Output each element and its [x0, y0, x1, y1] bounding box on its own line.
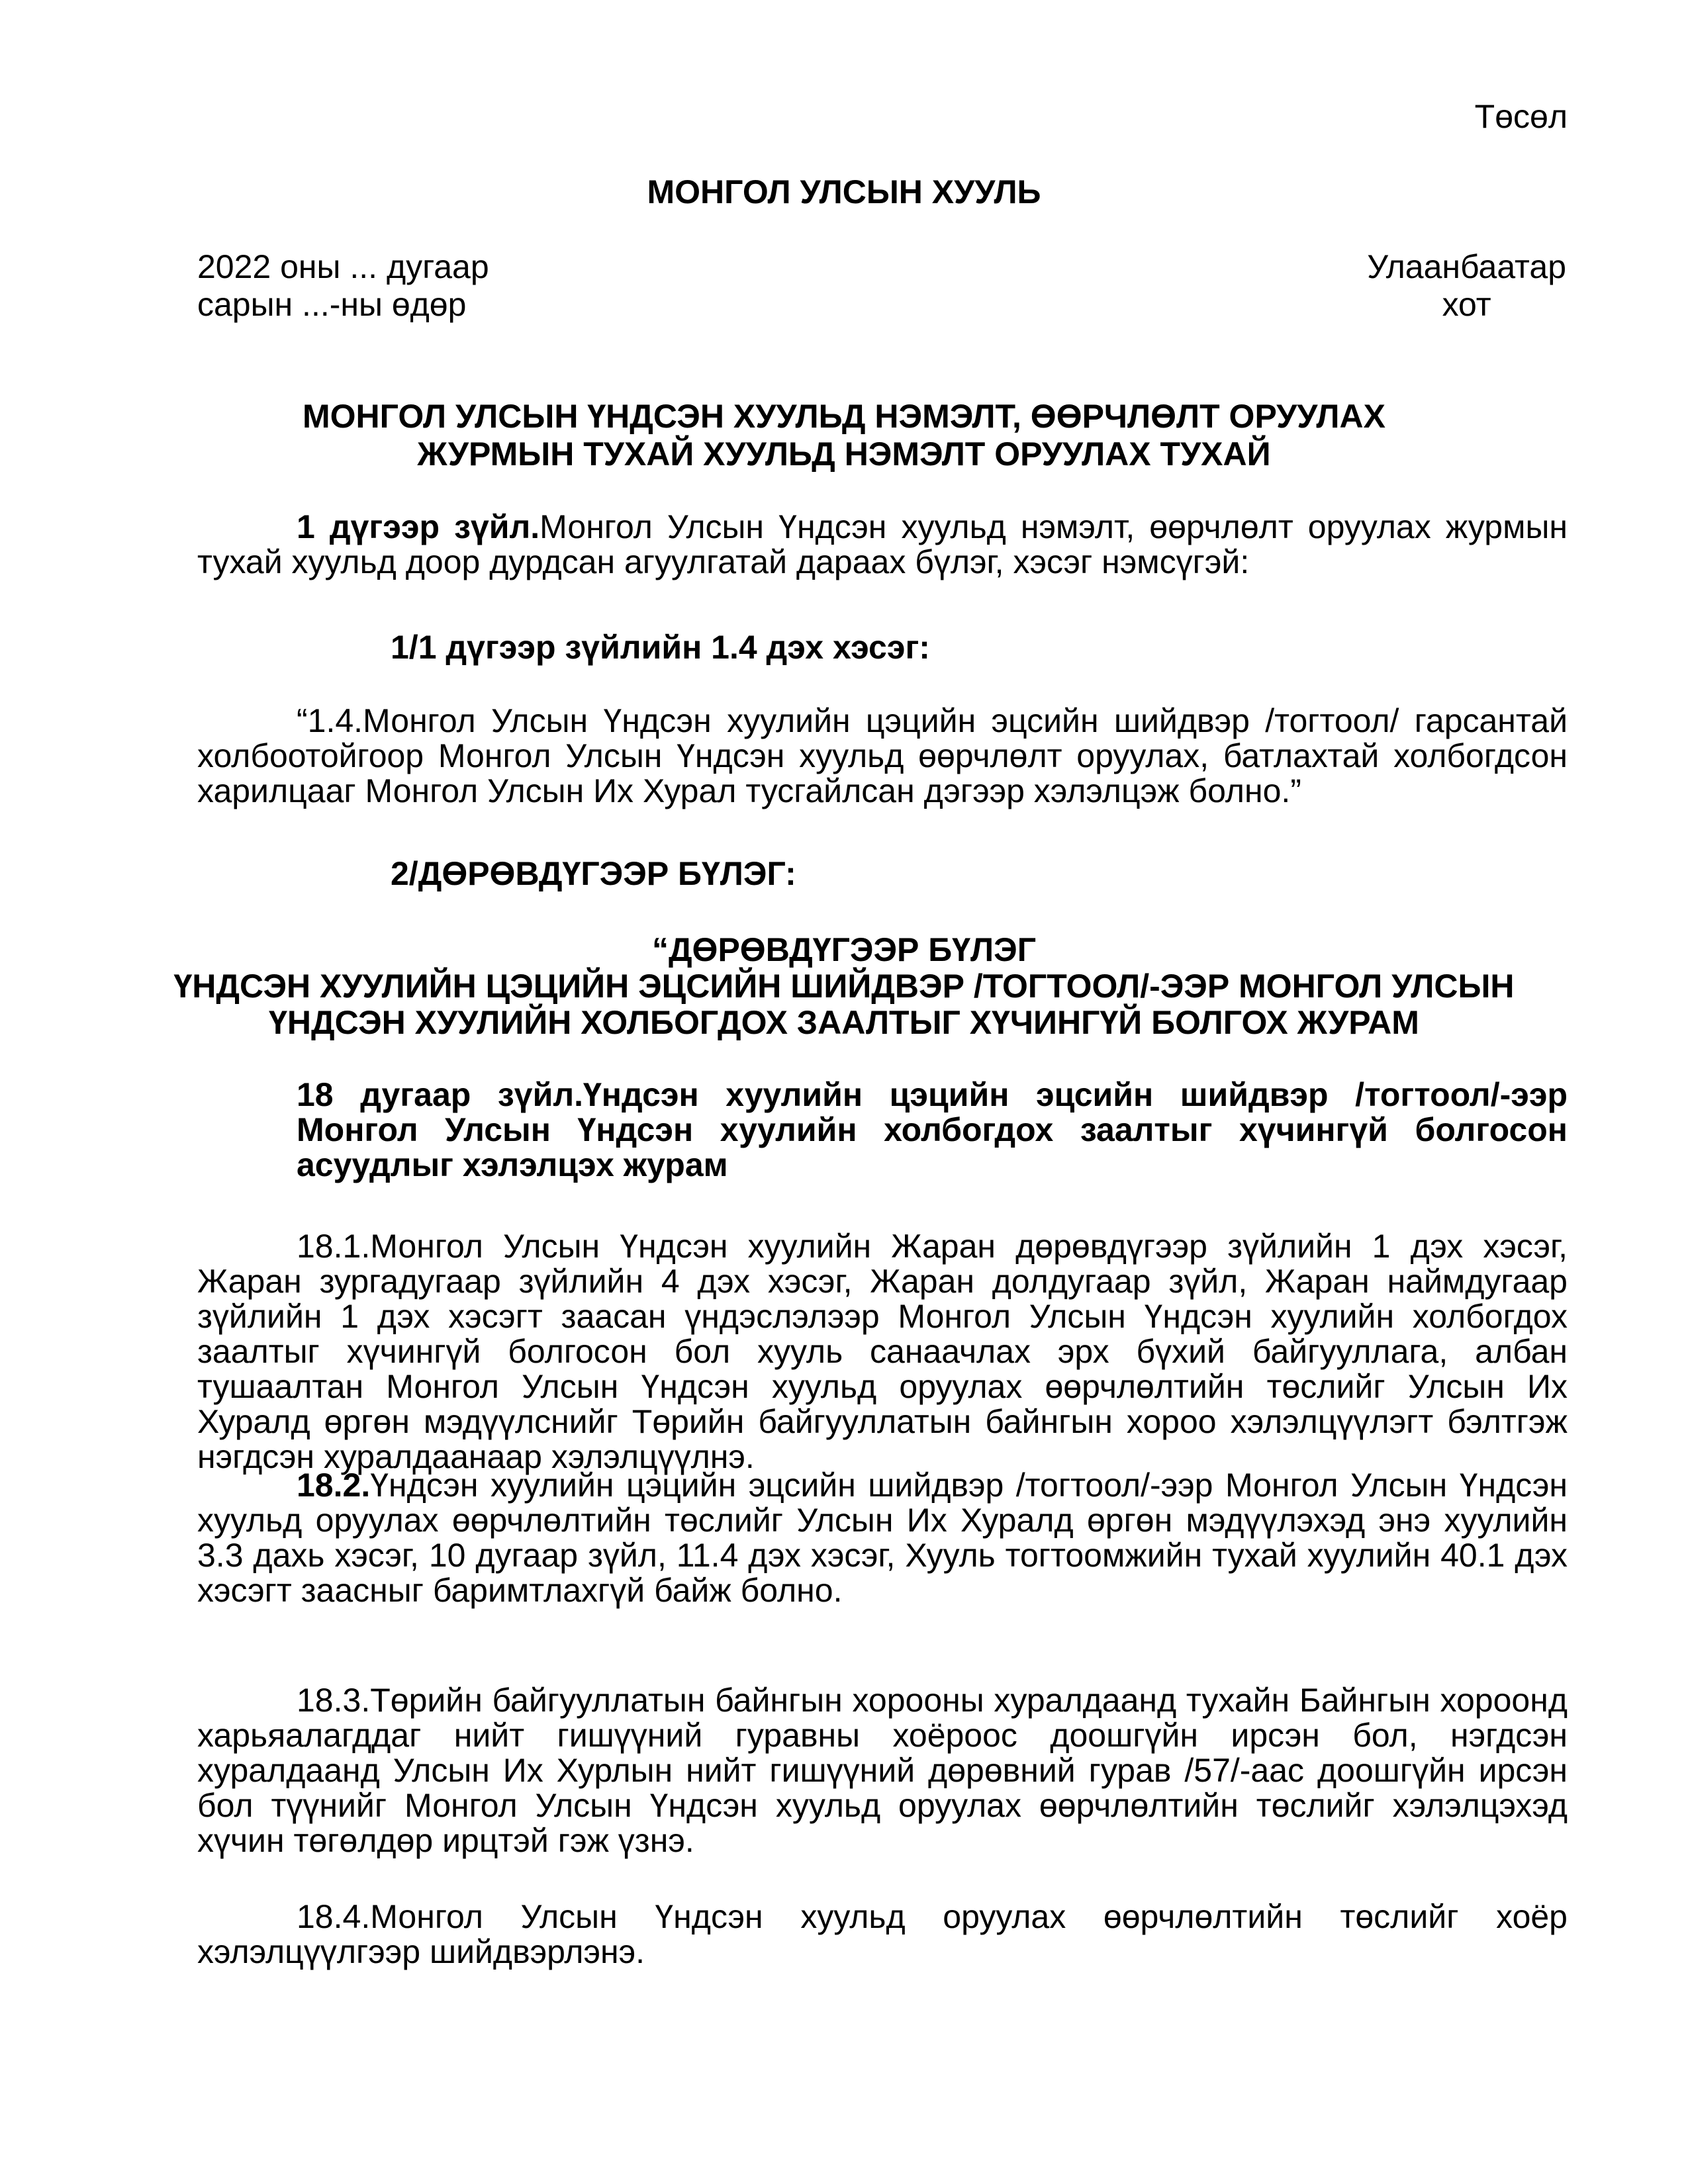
document-title-line-1: МОНГОЛ УЛСЫН ҮНДСЭН ХУУЛЬД НЭМЭЛТ, ӨӨРЧЛӨЛТ ОРУУЛАХ [303, 398, 1385, 435]
document-title-line-2: ЖУРМЫН ТУХАЙ ХУУЛЬД НЭМЭЛТ ОРУУЛАХ ТУХАЙ [417, 435, 1271, 473]
chapter-heading-line-1: “ДӨРӨВДҮГЭЭР БҮЛЭГ [651, 931, 1037, 968]
place-line-1: Улаанбаатар [1367, 248, 1566, 285]
article-1-paragraph [197, 510, 1568, 580]
date-line-2: сарын ...-ны өдөр [197, 286, 467, 323]
clause-number: 18.4. [297, 1898, 371, 1935]
draft-label: Төсөл [1474, 98, 1568, 135]
article-1-label: 1 дүгээр зүйл. [297, 508, 540, 545]
clause-text: Монгол Улсын Үндсэн хуульд оруулах өөрчлөлтийн төслийг хоёр хэлэлцүүлгээр шийдвэрлэнэ. [197, 1898, 1568, 1970]
place-block [1367, 248, 1566, 324]
clause-number: 18.2. [297, 1467, 371, 1504]
chapter-heading-line-3: ҮНДСЭН ХУУЛИЙН ХОЛБОГДОХ ЗААЛТЫГ ХҮЧИНГҮЙ БОЛГОХ ЖУРАМ [269, 1004, 1419, 1041]
item-1-text: “1.4.Монгол Улсын Үндсэн хуулийн цэцийн эцсийн шийдвэр /тогтоол/ гарсантай холбоотойгоор Монгол Улсын Үндсэн хуульд өөрчлөлт оруулах, батлахтай холбогдсон харилцааг Монгол Улсын Их Хурал тусгайлсан дэгээр хэлэлцэж болно.” [197, 702, 1568, 809]
document-title [0, 398, 1688, 473]
article-18-heading: 18 дугаар зүйл.Үндсэн хуулийн цэцийн эцсийн шийдвэр /тогтоол/-ээр Монгол Улсын Үндсэн хуулийн холбогдох заалтыг хүчингүй болгосон асуудлыг хэлэлцэх журам [297, 1076, 1568, 1183]
chapter-heading-line-2: ҮНДСЭН ХУУЛИЙН ЦЭЦИЙН ЭЦСИЙН ШИЙДВЭР /ТОГТООЛ/-ЭЭР МОНГОЛ УЛСЫН [173, 968, 1515, 1005]
date-line-1: 2022 оны ... дугаар [197, 248, 489, 285]
clause-18-3 [197, 1683, 1568, 1858]
item-2-heading: 2/ДӨРӨВДҮГЭЭР БҮЛЭГ: [391, 855, 796, 892]
clause-18-1 [197, 1229, 1568, 1475]
chapter-heading [0, 932, 1688, 1041]
clause-text: Үндсэн хуулийн цэцийн эцсийн шийдвэр /тогтоол/-ээр Монгол Улсын Үндсэн хуульд оруулах өөрчлөлтийн төслийг Улсын Их Хуралд өргөн мэдүүлэхэд энэ хуулийн 3.3 дахь хэсэг, 10 дугаар зүйл, 11.4 дэх хэсэг, Хууль тогтоомжийн тухай хуулийн 40.1 дэх хэсэгт заасныг баримтлахгүй байж болно. [197, 1467, 1568, 1609]
clause-number: 18.3. [297, 1682, 371, 1719]
place-line-2: хот [1442, 286, 1491, 323]
clause-18-4 [197, 1899, 1568, 1970]
clause-18-2 [197, 1468, 1568, 1608]
item-1-heading: 1/1 дүгээр зүйлийн 1.4 дэх хэсэг: [391, 629, 930, 666]
clause-number: 18.1. [297, 1228, 371, 1265]
clause-text: Төрийн байгууллатын байнгын хорооны хуралдаанд тухайн Байнгын хороонд харьяалагддаг нийт гишүүний гуравны хоёроос доошгүйн ирсэн бол, нэгдсэн хуралдаанд Улсын Их Хурлын нийт гишүүний дөрөвний гурав /57/-аас доошгүйн ирсэн бол түүнийг Монгол Улсын Үндсэн хуульд оруулах өөрчлөлтийн төслийг хэлэлцэхэд хүчин төгөлдөр ирцтэй гэж үзнэ. [197, 1682, 1568, 1859]
law-title: МОНГОЛ УЛСЫН ХУУЛЬ [647, 173, 1041, 210]
date-block [197, 248, 489, 324]
clause-text: Монгол Улсын Үндсэн хуулийн Жаран дөрөвдүгээр зүйлийн 1 дэх хэсэг, Жаран зургадугаар зүйлийн 4 дэх хэсэг, Жаран долдугаар зүйл, Жаран наймдугаар зүйлийн 1 дэх хэсэгт заасан үндэслэлээр Монгол Улсын Үндсэн хуулийн холбогдох заалтыг хүчингүй болгосон бол хууль санаачлах эрх бүхий байгууллага, албан тушаалтан Монгол Улсын Үндсэн хуульд оруулах өөрчлөлтийн төслийг Улсын Их Хуралд өргөн мэдүүлснийг Төрийн байгууллатын байнгын хороо хэлэлцүүлэгт бэлтгэж нэгдсэн хуралдаанаар хэлэлцүүлнэ. [197, 1228, 1568, 1475]
article-1-text: Монгол Улсын Үндсэн хуульд нэмэлт, өөрчлөлт оруулах журмын тухай хуульд доор дурдсан агуулгатай дараах бүлэг, хэсэг нэмсүгэй: [197, 508, 1568, 580]
